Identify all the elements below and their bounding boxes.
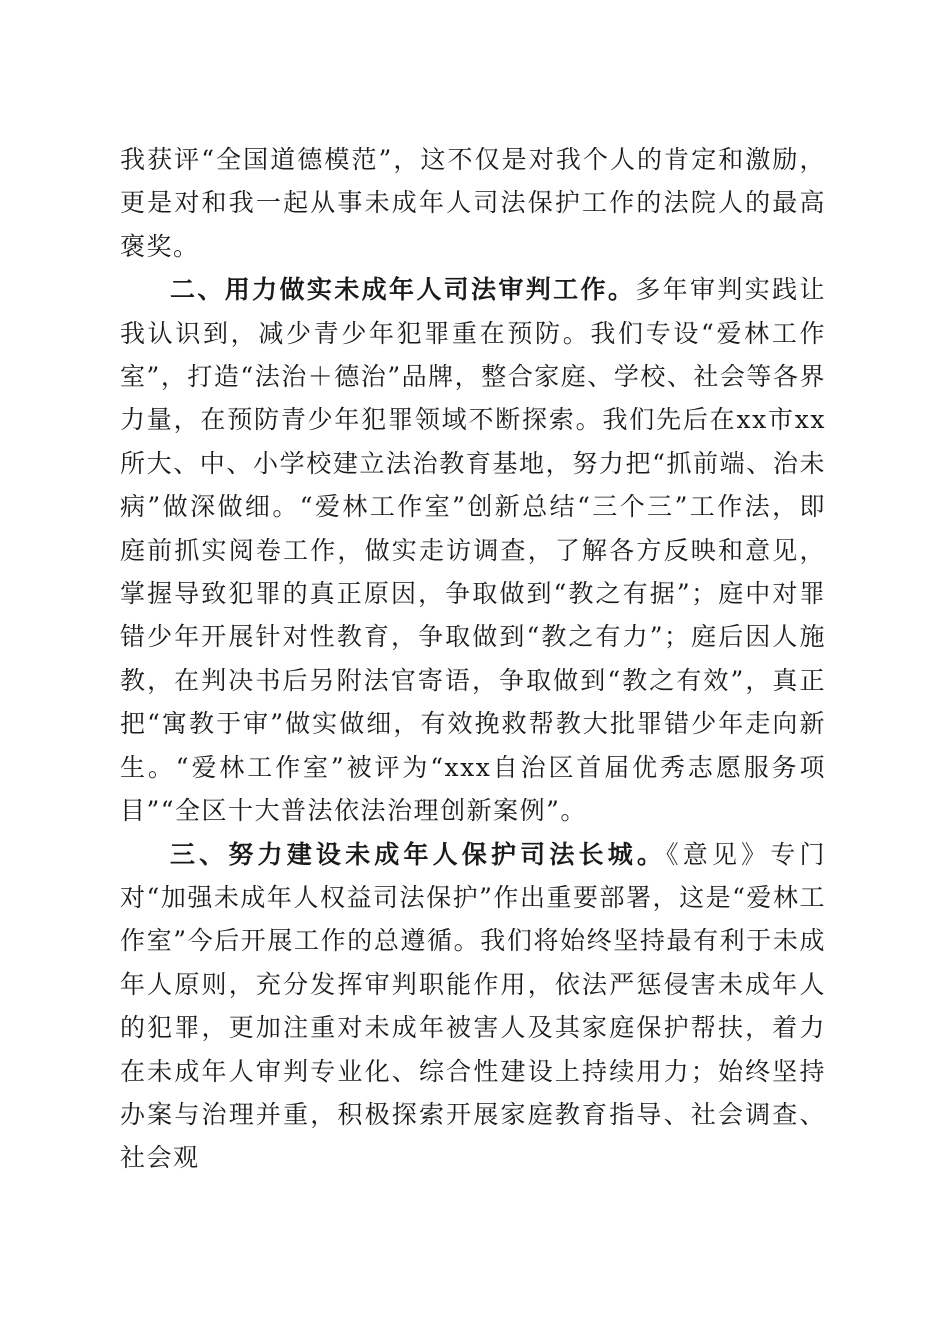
section-heading-3: 三、努力建设未成年人保护司法长城。 [170,839,667,869]
paragraph-2 [120,268,826,832]
document-page [120,138,826,1180]
paragraph-2-text: 多年审判实践让我认识到，减少青少年犯罪重在预防。我们专设“爱林工作室”，打造“法治＋德治”品牌，整合家庭、学校、社会等各界力量，在预防青少年犯罪领域不断探索。我们先后在xx市xx所大、中、小学校建立法治教育基地，努力把“抓前端、治未病”做深做细。“爱林工作室”创新总结“三个三”工作法，即庭前抓实阅卷工作，做实走访调查，了解各方反映和意见，掌握导致犯罪的真正原因，争取做到“教之有据”；庭中对罪错少年开展针对性教育，争取做到“教之有力”；庭后因人施教，在判决书后另附法官寄语，争取做到“教之有效”，真正把“寓教于审”做实做细，有效挽救帮教大批罪错少年走向新生。“爱林工作室”被评为“xxx自治区首届优秀志愿服务项目”“全区十大普法依法治理创新案例”。 [120,275,826,826]
section-heading-2: 二、用力做实未成年人司法审判工作。 [170,275,636,305]
paragraph-3 [120,833,826,1180]
paragraph-1 [120,138,826,268]
paragraph-1-text: 我获评“全国道德模范”，这不仅是对我个人的肯定和激励，更是对和我一起从事未成年人司法保护工作的法院人的最高褒奖。 [120,145,826,261]
paragraph-3-text: 《意见》专门对“加强未成年人权益司法保护”作出重要部署，这是“爱林工作室”今后开展工作的总遵循。我们将始终坚持最有利于未成年人原则，充分发挥审判职能作用，依法严惩侵害未成年人的犯罪，更加注重对未成年被害人及其家庭保护帮扶，着力在未成年人审判专业化、综合性建设上持续用力；始终坚持办案与治理并重，积极探索开展家庭教育指导、社会调查、社会观 [120,839,826,1173]
